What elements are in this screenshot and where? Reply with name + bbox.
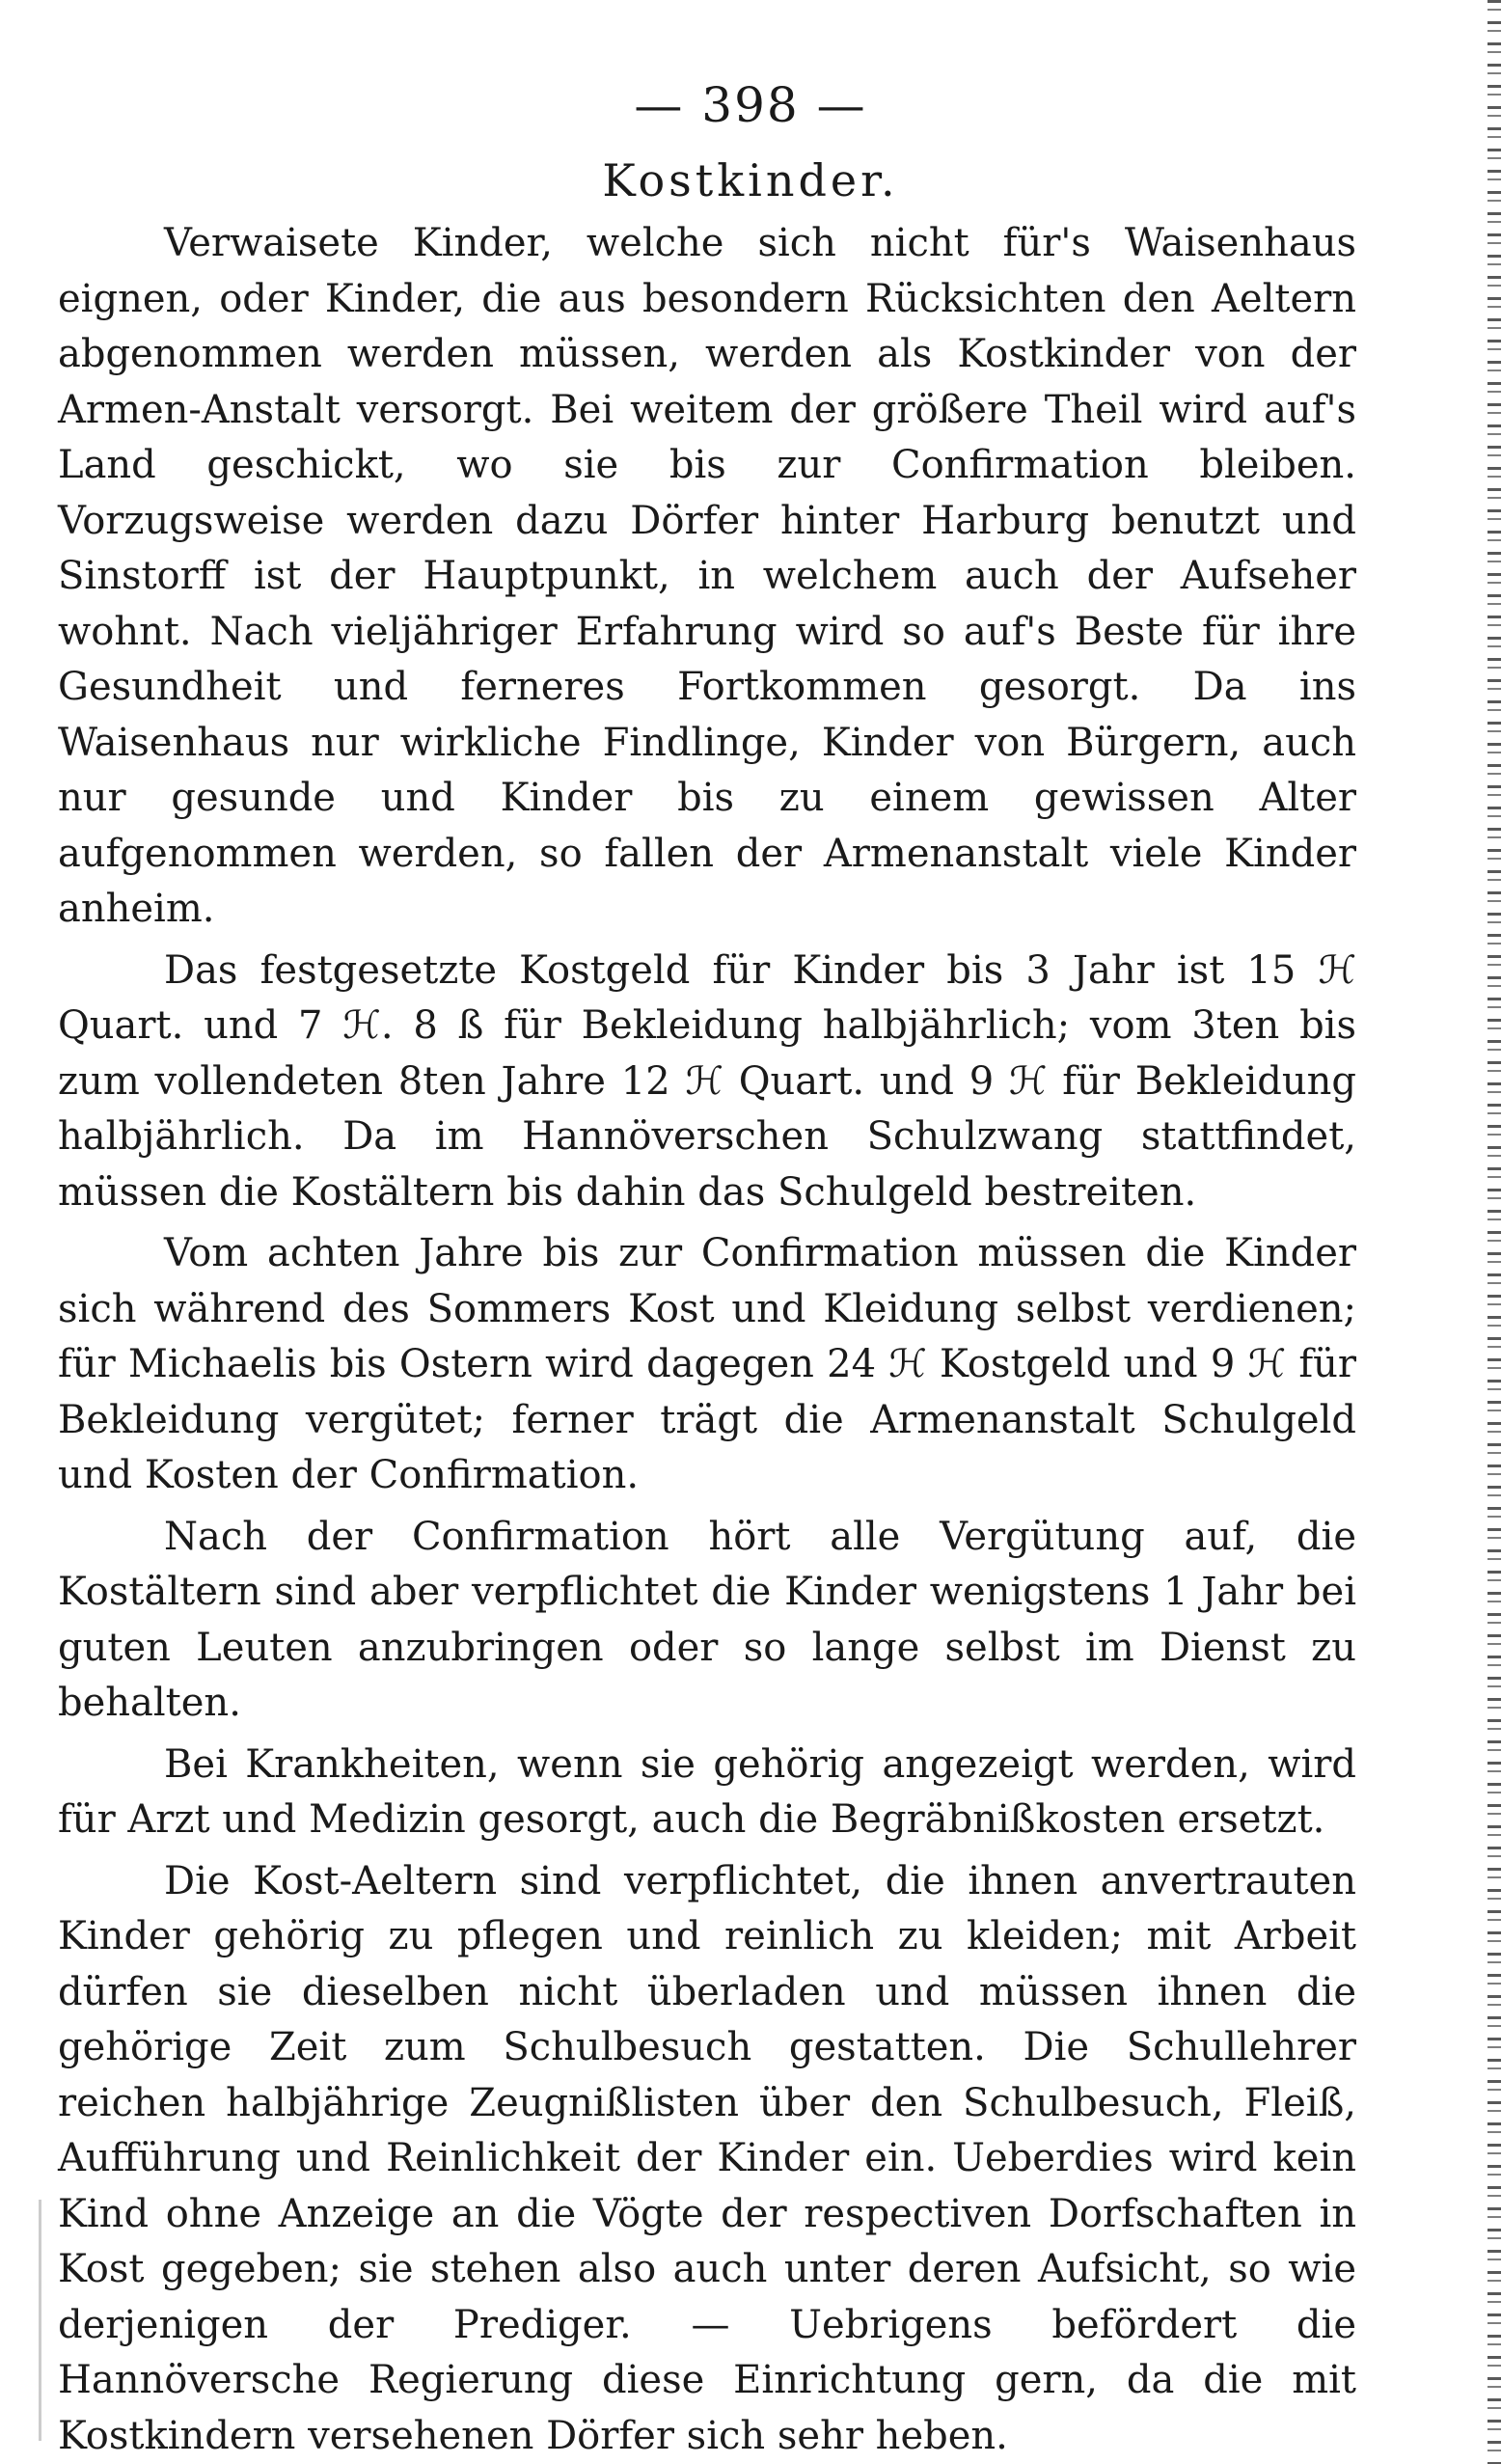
paragraph-1: Verwaisete Kinder, welche sich nicht für's Waisenhaus eignen, oder Kinder, die aus besondern Rücksichten den Aeltern abgenommen werden müssen, werden als Kostkinder von der Armen-Anstalt versorgt. Bei weitem der größere Theil wird auf's Land geschickt, wo sie bis zur Confirmation bleiben. Vorzugsweise werden dazu Dörfer hinter Harburg benutzt und Sinstorff ist der Hauptpunkt, in welchem auch der Aufseher wohnt. Nach vieljähriger Erfahrung wird so auf's Beste für ihre Gesundheit und ferneres Fortkommen gesorgt. Da ins Waisenhaus nur wirkliche Findlinge, Kinder von Bürgern, auch nur gesunde und Kinder bis zu einem gewissen Alter aufgenommen werden, so fallen der Armenanstalt viele Kinder anheim. (58, 221, 1356, 931)
section-heading: Kostkinder. (602, 154, 899, 206)
paragraph-4: Nach der Confirmation hört alle Vergütung auf, die Kostältern sind aber verpflichtet die Kinder wenigstens 1 Jahr bei guten Leuten anzubringen oder so lange selbst im Dienst zu behalten. (58, 1514, 1356, 1725)
paragraph-6: Die Kost-Aeltern sind verpflichtet, die ihnen anvertrauten Kinder gehörig zu pflegen und reinlich zu kleiden; mit Arbeit dürfen sie dieselben nicht überladen und müssen ihnen die gehörige Zeit zum Schulbesuch gestatten. Die Schullehrer reichen halbjährige Zeugnißlisten über den Schulbesuch, Fleiß, Aufführung und Reinlichkeit der Kinder ein. Ueberdies wird kein Kind ohne Anzeige an die Vögte der respectiven Dorfschaften in Kost gegeben; sie stehen also auch unter deren Aufsicht, so wie derjenigen der Prediger. — Uebrigens befördert die Hannöversche Regierung diese Einrichtung gern, da die mit Kostkindern versehenen Dörfer sich sehr heben. (58, 1858, 1356, 2458)
page-number: — 398 — (634, 77, 867, 133)
paragraph-5: Bei Krankheiten, wenn sie gehörig angezeigt werden, wird für Arzt und Medizin gesorgt, auch die Begräbnißkosten ersetzt. (58, 1741, 1356, 1842)
body-text (58, 216, 1356, 2464)
page-edge-mark (39, 2200, 41, 2441)
page-edge-scan-noise (1487, 0, 1501, 2464)
paragraph-2: Das festgesetzte Kostgeld für Kinder bis 3 Jahr ist 15 ℋ Quart. und 7 ℋ. 8 ß für Bekleidung halbjährlich; vom 3ten bis zum vollendeten 8ten Jahre 12 ℋ Quart. und 9 ℋ für Bekleidung halbjährlich. Da im Hannöverschen Schulzwang stattfindet, müssen die Kostältern bis dahin das Schulgeld bestreiten. (58, 947, 1356, 1215)
paragraph-3: Vom achten Jahre bis zur Confirmation müssen die Kinder sich während des Sommers Kost und Kleidung selbst verdienen; für Michaelis bis Ostern wird dagegen 24 ℋ Kostgeld und 9 ℋ für Bekleidung vergütet; ferner trägt die Armenanstalt Schulgeld und Kosten der Confirmation. (58, 1231, 1356, 1497)
